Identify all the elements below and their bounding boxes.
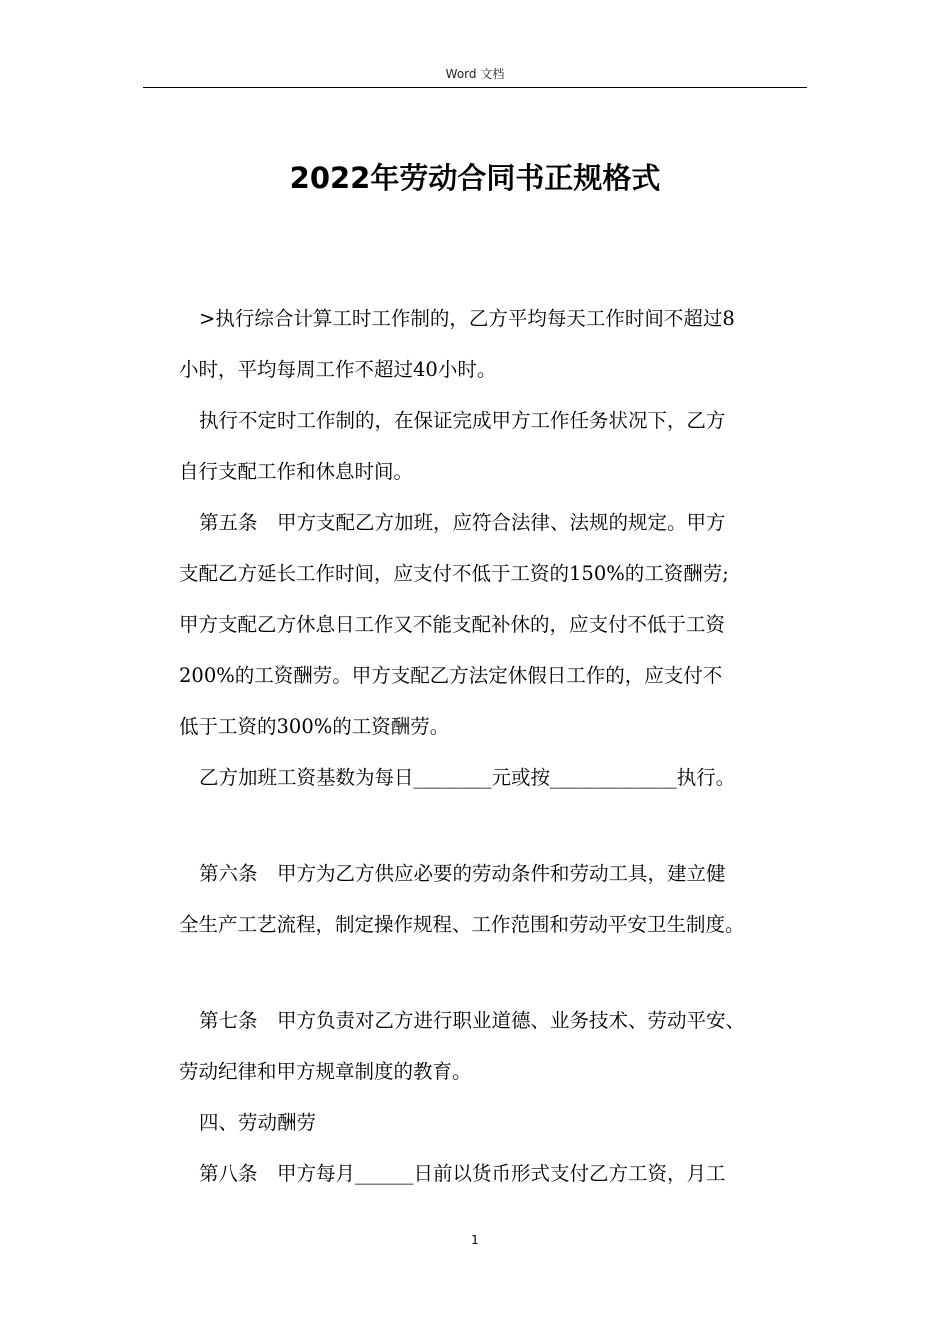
body-line: 200%的工资酬劳。甲方支配乙方法定休假日工作的，应支付不 xyxy=(179,664,723,687)
body-line: 执行不定时工作制的，在保证完成甲方工作任务状况下，乙方 xyxy=(199,409,726,432)
body-line: 劳动纪律和甲方规章制度的教育。 xyxy=(179,1060,472,1083)
header-label: Word 文档 xyxy=(445,67,505,81)
document-body xyxy=(179,293,809,1199)
page-number: 1 xyxy=(471,1233,479,1247)
body-line: 全生产工艺流程，制定操作规程、工作范围和劳动平安卫生制度。 xyxy=(179,913,745,936)
body-line: 支配乙方延长工作时间，应支付不低于工资的150%的工资酬劳; xyxy=(179,562,729,585)
body-line: 甲方支配乙方休息日工作又不能支配补休的，应支付不低于工资 xyxy=(179,613,726,636)
paragraph-gap xyxy=(179,950,809,995)
paragraph-gap xyxy=(179,803,809,848)
body-line: 第五条 甲方支配乙方加班，应符合法律、法规的规定。甲方 xyxy=(199,511,726,534)
body-line: 乙方加班工资基数为每日________元或按_____________执行。 xyxy=(199,766,736,789)
body-line: 小时，平均每周工作不超过40小时。 xyxy=(179,358,497,381)
section-heading: 四、劳动酬劳 xyxy=(199,1111,317,1134)
body-line: 第八条 甲方每月______日前以货币形式支付乙方工资，月工 xyxy=(199,1162,726,1185)
body-line: 自行支配工作和休息时间。 xyxy=(179,460,414,483)
body-line: >执行综合计算工时工作制的，乙方平均每天工作时间不超过8 xyxy=(199,307,735,330)
document-title: 2022年劳动合同书正规格式 xyxy=(289,161,661,195)
body-line: 第七条 甲方负责对乙方进行职业道德、业务技术、劳动平安、 xyxy=(199,1009,746,1032)
body-line: 低于工资的300%的工资酬劳。 xyxy=(179,715,450,738)
header-divider xyxy=(143,87,807,88)
body-line: 第六条 甲方为乙方供应必要的劳动条件和劳动工具，建立健 xyxy=(199,862,726,885)
